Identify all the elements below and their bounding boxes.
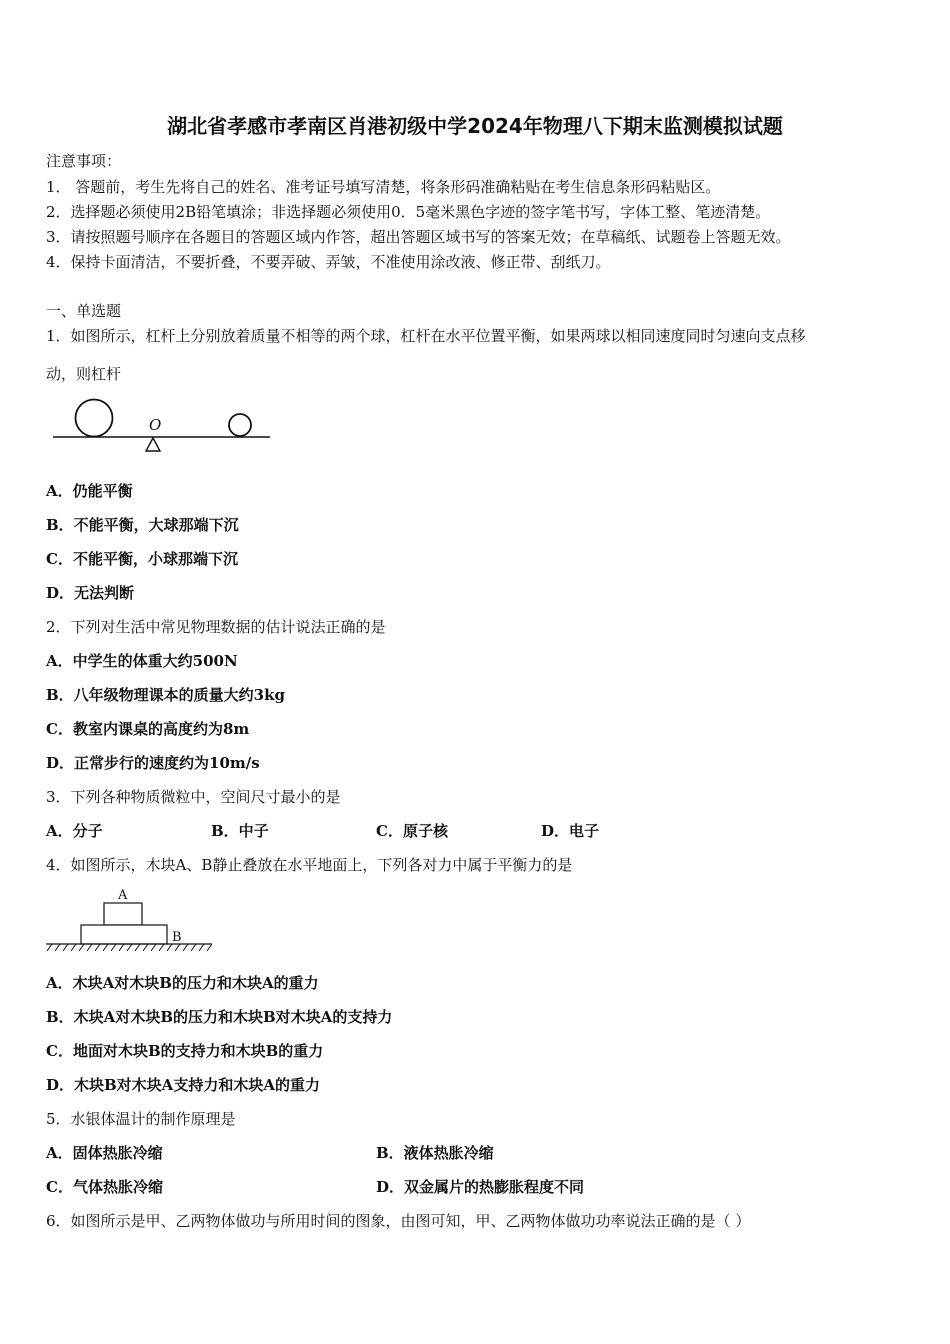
notice-item: 3．请按照题号顺序在各题目的答题区域内作答，超出答题区域书写的答案无效；在草稿纸、试题卷上答题无效。 bbox=[46, 228, 791, 246]
q1-option-d: D．无法判断 bbox=[46, 584, 135, 602]
q2-option-d: D．正常步行的速度约为10m/s bbox=[46, 754, 260, 772]
q3-option-b: B．中子 bbox=[211, 822, 269, 840]
notice-item: 1． 答题前，考生先将自己的姓名、准考证号填写清楚，将条形码准确粘贴在考生信息条形码粘贴区。 bbox=[46, 178, 721, 196]
blocks-figure bbox=[44, 884, 216, 956]
section-heading: 一、单选题 bbox=[46, 302, 122, 320]
q2-option-c: C．教室内课桌的高度约为8m bbox=[46, 720, 250, 738]
q5-option-b: B．液体热胀冷缩 bbox=[376, 1144, 494, 1162]
notice-heading: 注意事项： bbox=[46, 152, 122, 170]
q2-option-b: B．八年级物理课本的质量大约3kg bbox=[46, 686, 285, 704]
q5-option-c: C．气体热胀冷缩 bbox=[46, 1178, 163, 1196]
q3-option-c: C．原子核 bbox=[376, 822, 448, 840]
question-4-stem: 4．如图所示，木块A、B静止叠放在水平地面上，下列各对力中属于平衡力的是 bbox=[46, 856, 573, 874]
q4-option-d: D．木块B对木块A支持力和木块A的重力 bbox=[46, 1076, 320, 1094]
block-a-label: A bbox=[118, 888, 128, 903]
q5-option-a: A．固体热胀冷缩 bbox=[46, 1144, 163, 1162]
pivot-label: O bbox=[149, 416, 162, 434]
q3-option-a: A．分子 bbox=[46, 822, 103, 840]
q4-option-b: B．木块A对木块B的压力和木块B对木块A的支持力 bbox=[46, 1008, 393, 1026]
lever-figure bbox=[50, 395, 275, 457]
q1-option-b: B．不能平衡，大球那端下沉 bbox=[46, 516, 239, 534]
question-2-stem: 2．下列对生活中常见物理数据的估计说法正确的是 bbox=[46, 618, 386, 636]
question-1-stem-cont: 动，则杠杆 bbox=[46, 365, 122, 383]
q1-option-c: C．不能平衡，小球那端下沉 bbox=[46, 550, 238, 568]
q5-option-d: D．双金属片的热膨胀程度不同 bbox=[376, 1178, 585, 1196]
notice-item: 4．保持卡面清洁，不要折叠，不要弄破、弄皱，不准使用涂改液、修正带、刮纸刀。 bbox=[46, 253, 611, 271]
block-b-label: B bbox=[172, 930, 182, 945]
notice-item: 2．选择题必须使用2B铅笔填涂；非选择题必须使用0．5毫米黑色字迹的签字笔书写，字体工整、笔迹清楚。 bbox=[46, 203, 771, 221]
question-3-stem: 3．下列各种物质微粒中，空间尺寸最小的是 bbox=[46, 788, 341, 806]
question-1-stem: 1．如图所示，杠杆上分别放着质量不相等的两个球，杠杆在水平位置平衡，如果两球以相同速度同时匀速向支点移 bbox=[46, 327, 806, 345]
q4-option-a: A．木块A对木块B的压力和木块A的重力 bbox=[46, 974, 319, 992]
q1-option-a: A．仍能平衡 bbox=[46, 482, 133, 500]
question-6-stem: 6．如图所示是甲、乙两物体做功与所用时间的图象，由图可知，甲、乙两物体做功功率说法正确的是（ ） bbox=[46, 1212, 751, 1230]
q2-option-a: A．中学生的体重大约500N bbox=[46, 652, 238, 670]
q3-option-d: D．电子 bbox=[541, 822, 600, 840]
q4-option-c: C．地面对木块B的支持力和木块B的重力 bbox=[46, 1042, 324, 1060]
question-5-stem: 5．水银体温计的制作原理是 bbox=[46, 1110, 236, 1128]
page-title: 湖北省孝感市孝南区肖港初级中学2024年物理八下期末监测模拟试题 bbox=[167, 114, 783, 138]
